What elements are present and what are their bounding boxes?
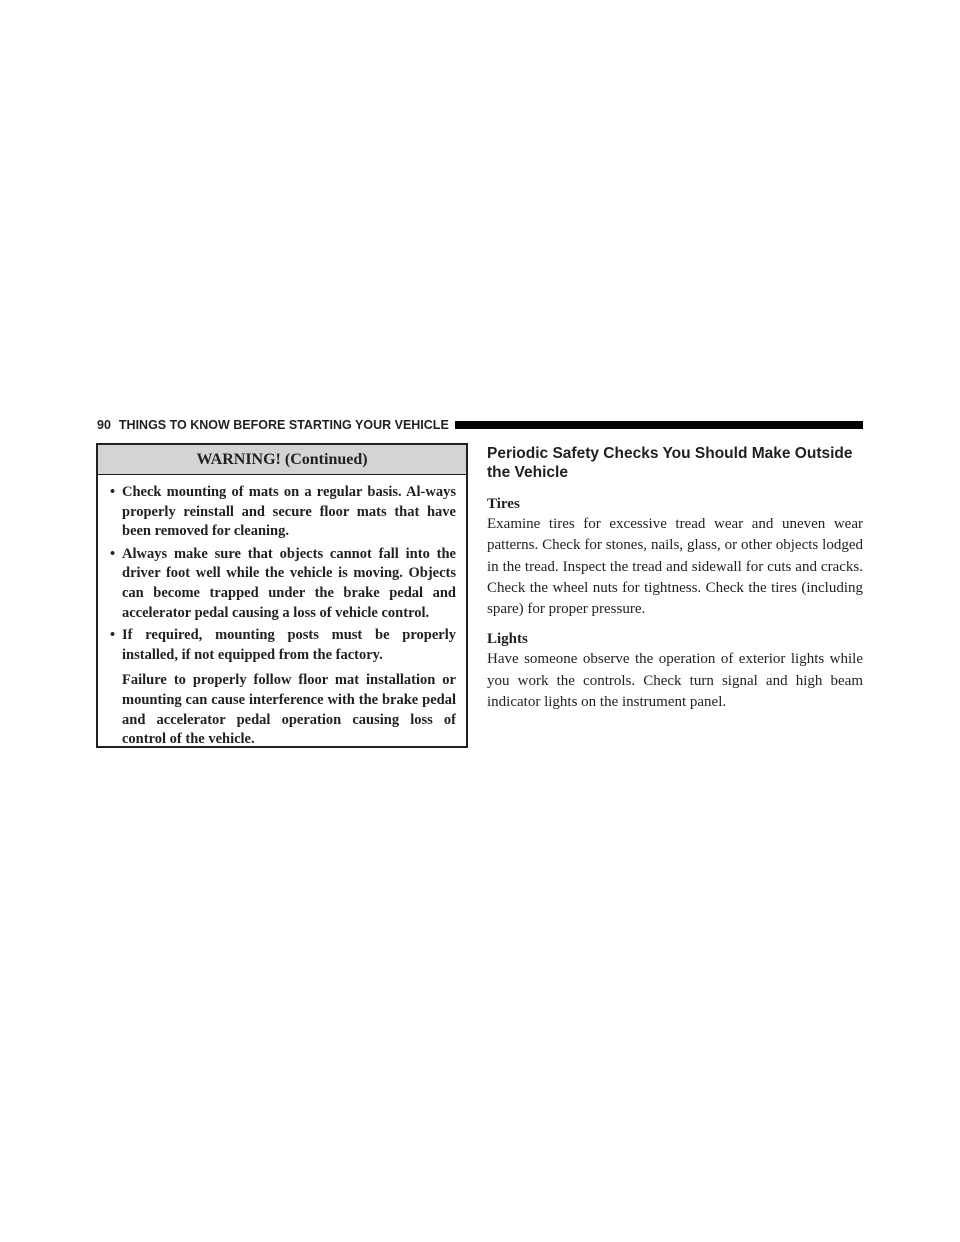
warning-item-text: If required, mounting posts must be properly installed, if not equipped from the factory. (122, 627, 456, 663)
warning-item-text: Always make sure that objects cannot fall into the driver foot well while the vehicle is moving. Objects can become trapped under the brake pedal and accelerator pedal causing a loss of vehicle control. (122, 545, 456, 621)
section-heading: Periodic Safety Checks You Should Make Outside the Vehicle (487, 445, 853, 481)
warning-title: WARNING! (Continued) (98, 445, 466, 475)
warning-item (110, 483, 456, 542)
warning-item (110, 626, 456, 665)
lights-paragraph: Have someone observe the operation of exterior lights while you work the controls. Check turn signal and high beam indicator lights on the instrument panel. (487, 651, 863, 711)
periodic-checks-section (487, 444, 863, 722)
warning-item (110, 545, 456, 623)
page-number: 90 (97, 418, 111, 432)
tires-paragraph: Examine tires for excessive tread wear and uneven wear patterns. Check for stones, nails, glass, or other objects lodged in the tread. Inspect the tread and sidewall for cuts and cracks. Check the wheel nuts for tightness. Check the tires (including spare) for proper pressure. (487, 516, 863, 618)
bullet-icon: • (110, 627, 116, 644)
page-header (97, 417, 863, 433)
running-section-title: THINGS TO KNOW BEFORE STARTING YOUR VEHICLE (118, 418, 449, 432)
bullet-icon: • (110, 545, 116, 562)
lights-heading: Lights (487, 631, 528, 648)
tires-heading: Tires (487, 496, 520, 512)
warning-body (98, 475, 466, 750)
bullet-icon: • (110, 484, 116, 500)
warning-follow-text: Failure to properly follow floor mat installation or mounting can cause interference with the brake pedal and accelerator pedal operation causing loss of control of the vehicle. (122, 672, 456, 748)
header-text (97, 417, 455, 433)
warning-box (96, 443, 468, 748)
warning-item-text: Check mounting of mats on a regular basis. Al-ways properly reinstall and secure floor mats that have been removed for cleaning. (122, 484, 456, 540)
